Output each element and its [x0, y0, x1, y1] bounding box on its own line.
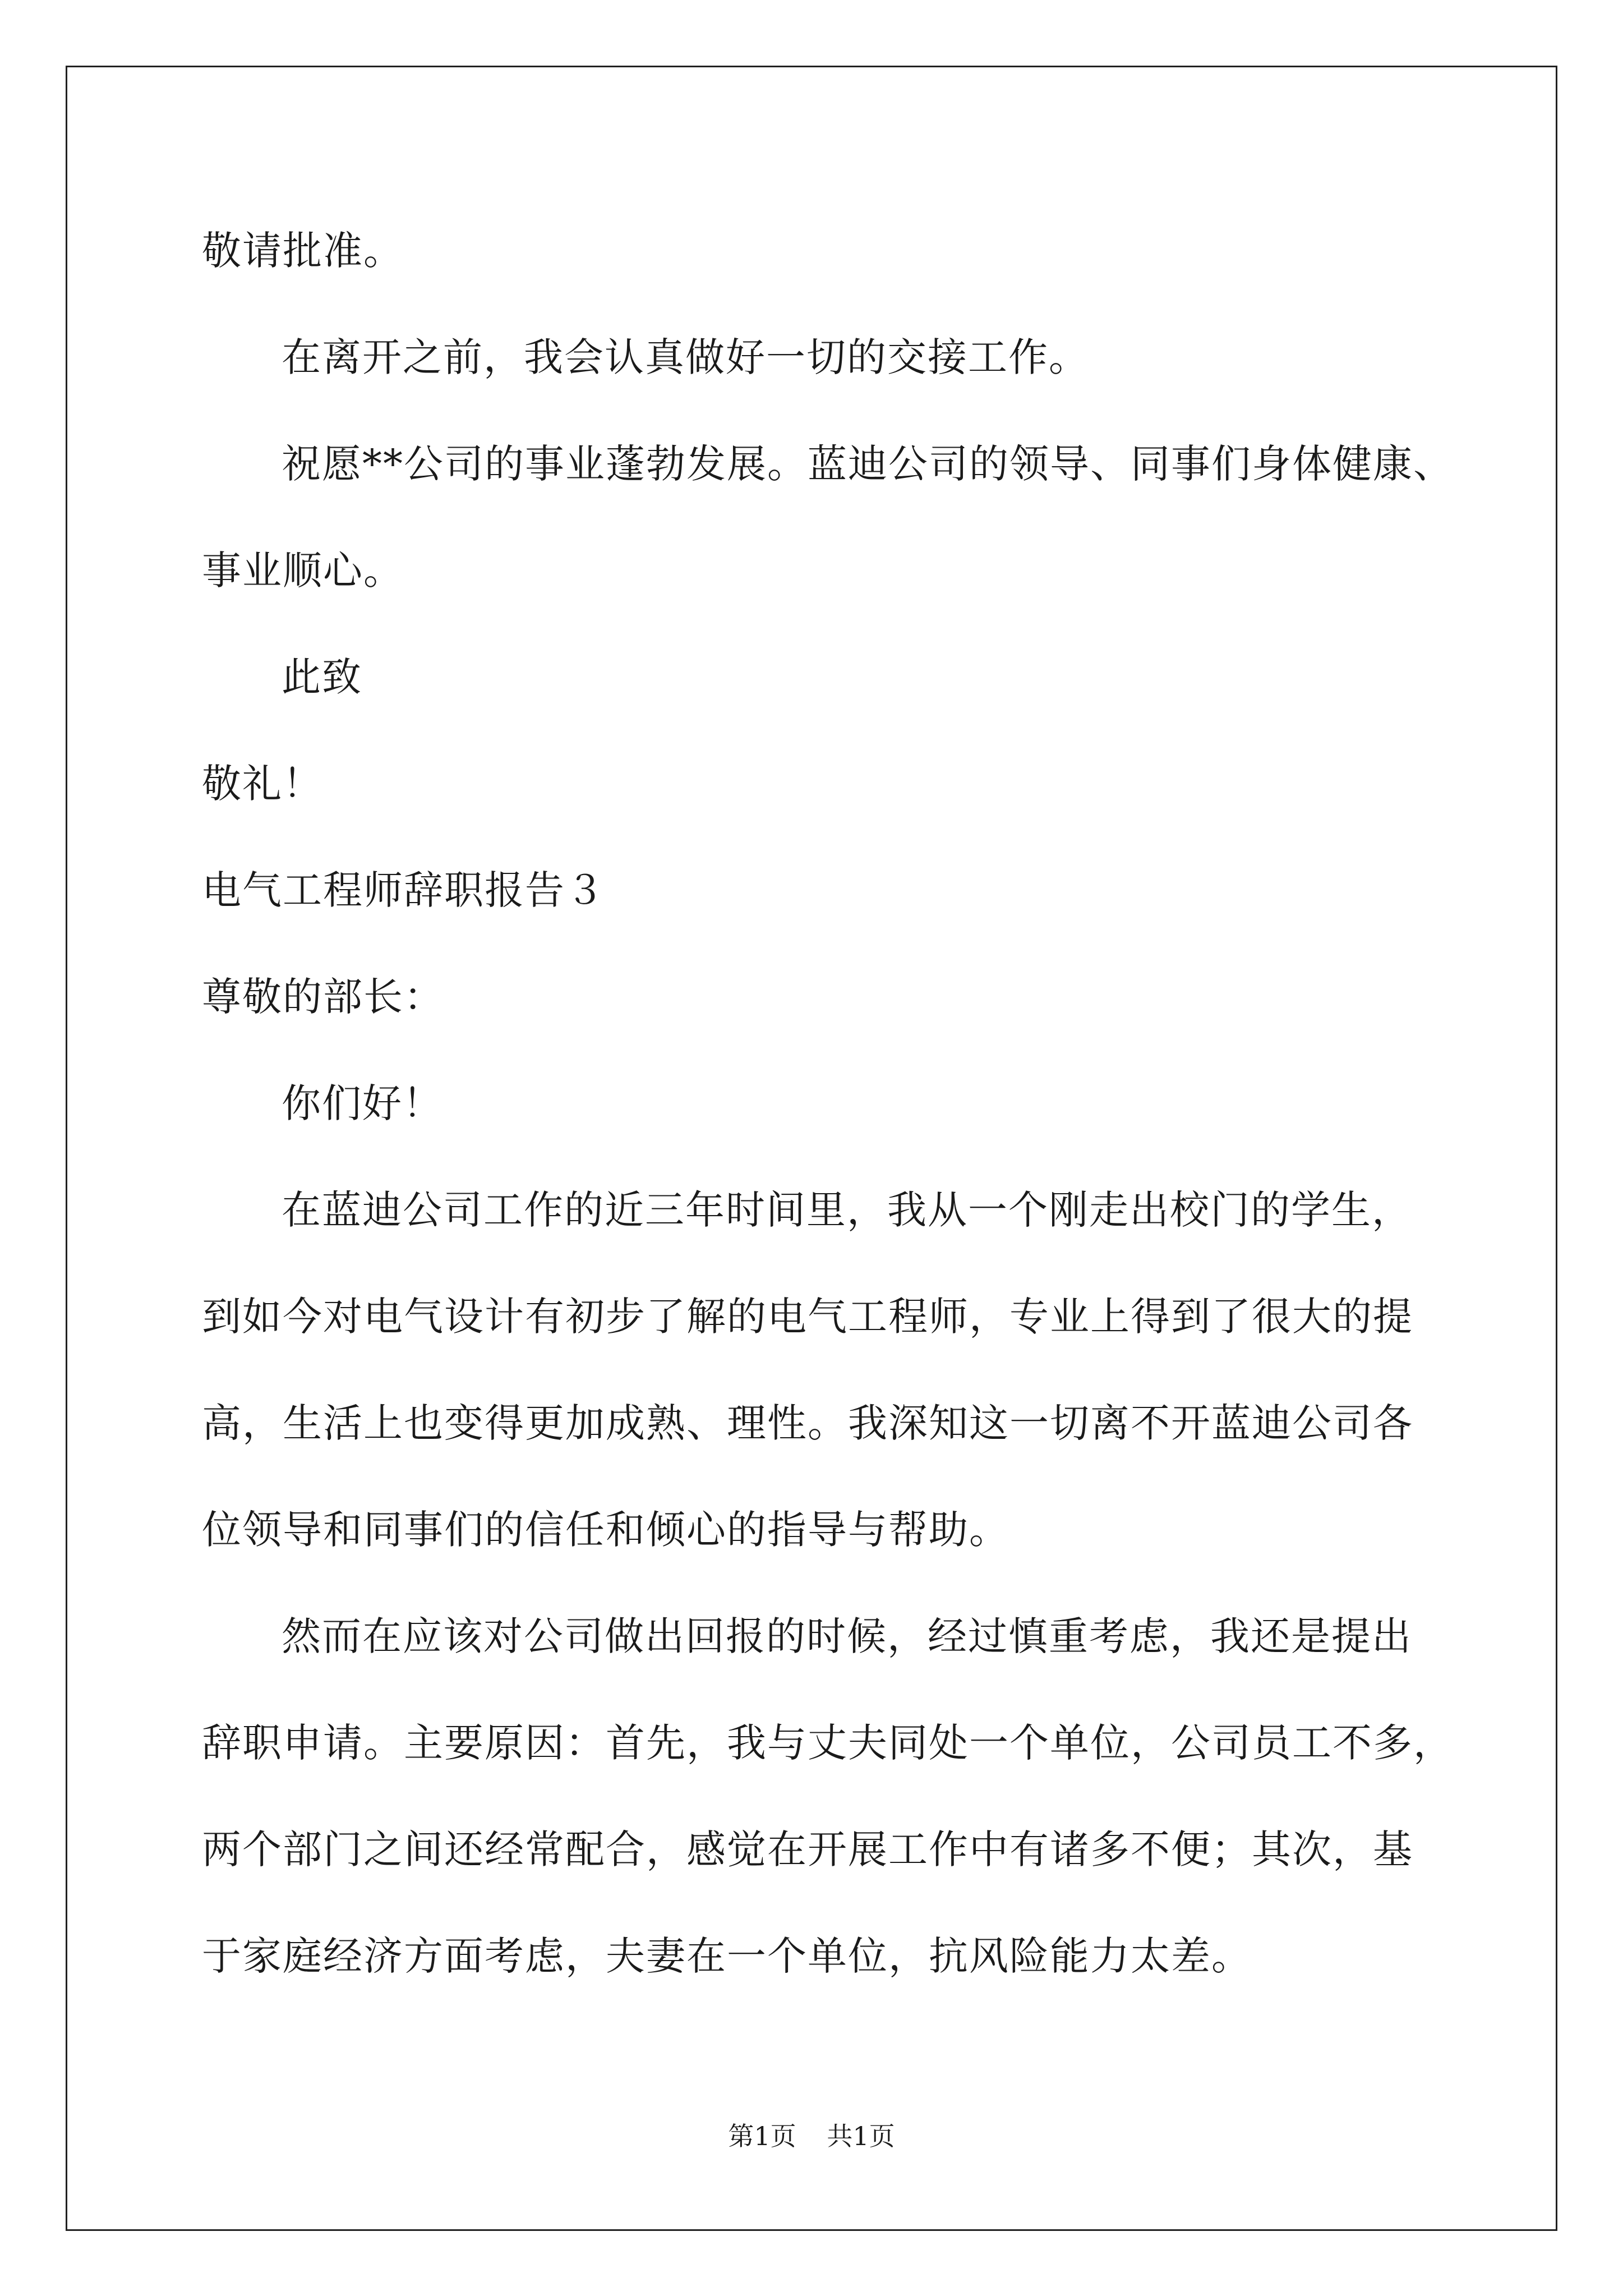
- text-line-5: 此致: [282, 654, 362, 700]
- page-total: 共1页: [827, 2121, 895, 2151]
- section-heading: 电气工程师辞职报告３: [202, 867, 606, 913]
- text-line-4: 事业顺心。: [202, 547, 404, 593]
- text-line-13: 位领导和同事们的信任和倾心的指导与帮助。: [202, 1507, 1009, 1553]
- text-line-6: 敬礼！: [202, 761, 323, 807]
- text-line-14: 然而在应该对公司做出回报的时候，经过慎重考虑，我还是提出: [282, 1613, 1412, 1659]
- text-line-2: 在离开之前，我会认真做好一切的交接工作。: [282, 334, 1089, 380]
- text-line-3: 祝愿**公司的事业蓬勃发展。蓝迪公司的领导、同事们身体健康、: [282, 441, 1454, 487]
- page-frame: [66, 66, 1557, 2231]
- text-line-1: 敬请批准。: [202, 228, 404, 274]
- text-line-16: 两个部门之间还经常配合，感觉在开展工作中有诸多不便；其次，基: [202, 1826, 1413, 1872]
- text-line-15: 辞职申请。主要原因：首先，我与丈夫同处一个单位，公司员工不多，: [202, 1720, 1454, 1766]
- page-footer: [0, 2119, 1623, 2153]
- page-number: 第1页: [728, 2121, 796, 2151]
- text-line-10: 在蓝迪公司工作的近三年时间里，我从一个刚走出校门的学生，: [282, 1187, 1412, 1233]
- text-line-17: 于家庭经济方面考虑，夫妻在一个单位，抗风险能力太差。: [202, 1933, 1252, 1979]
- salutation: 尊敬的部长：: [202, 974, 444, 1020]
- text-line-12: 高，生活上也变得更加成熟、理性。我深知这一切离不开蓝迪公司各: [202, 1400, 1413, 1446]
- greeting: 你们好！: [282, 1080, 443, 1126]
- text-line-11: 到如今对电气设计有初步了解的电气工程师，专业上得到了很大的提: [202, 1294, 1413, 1340]
